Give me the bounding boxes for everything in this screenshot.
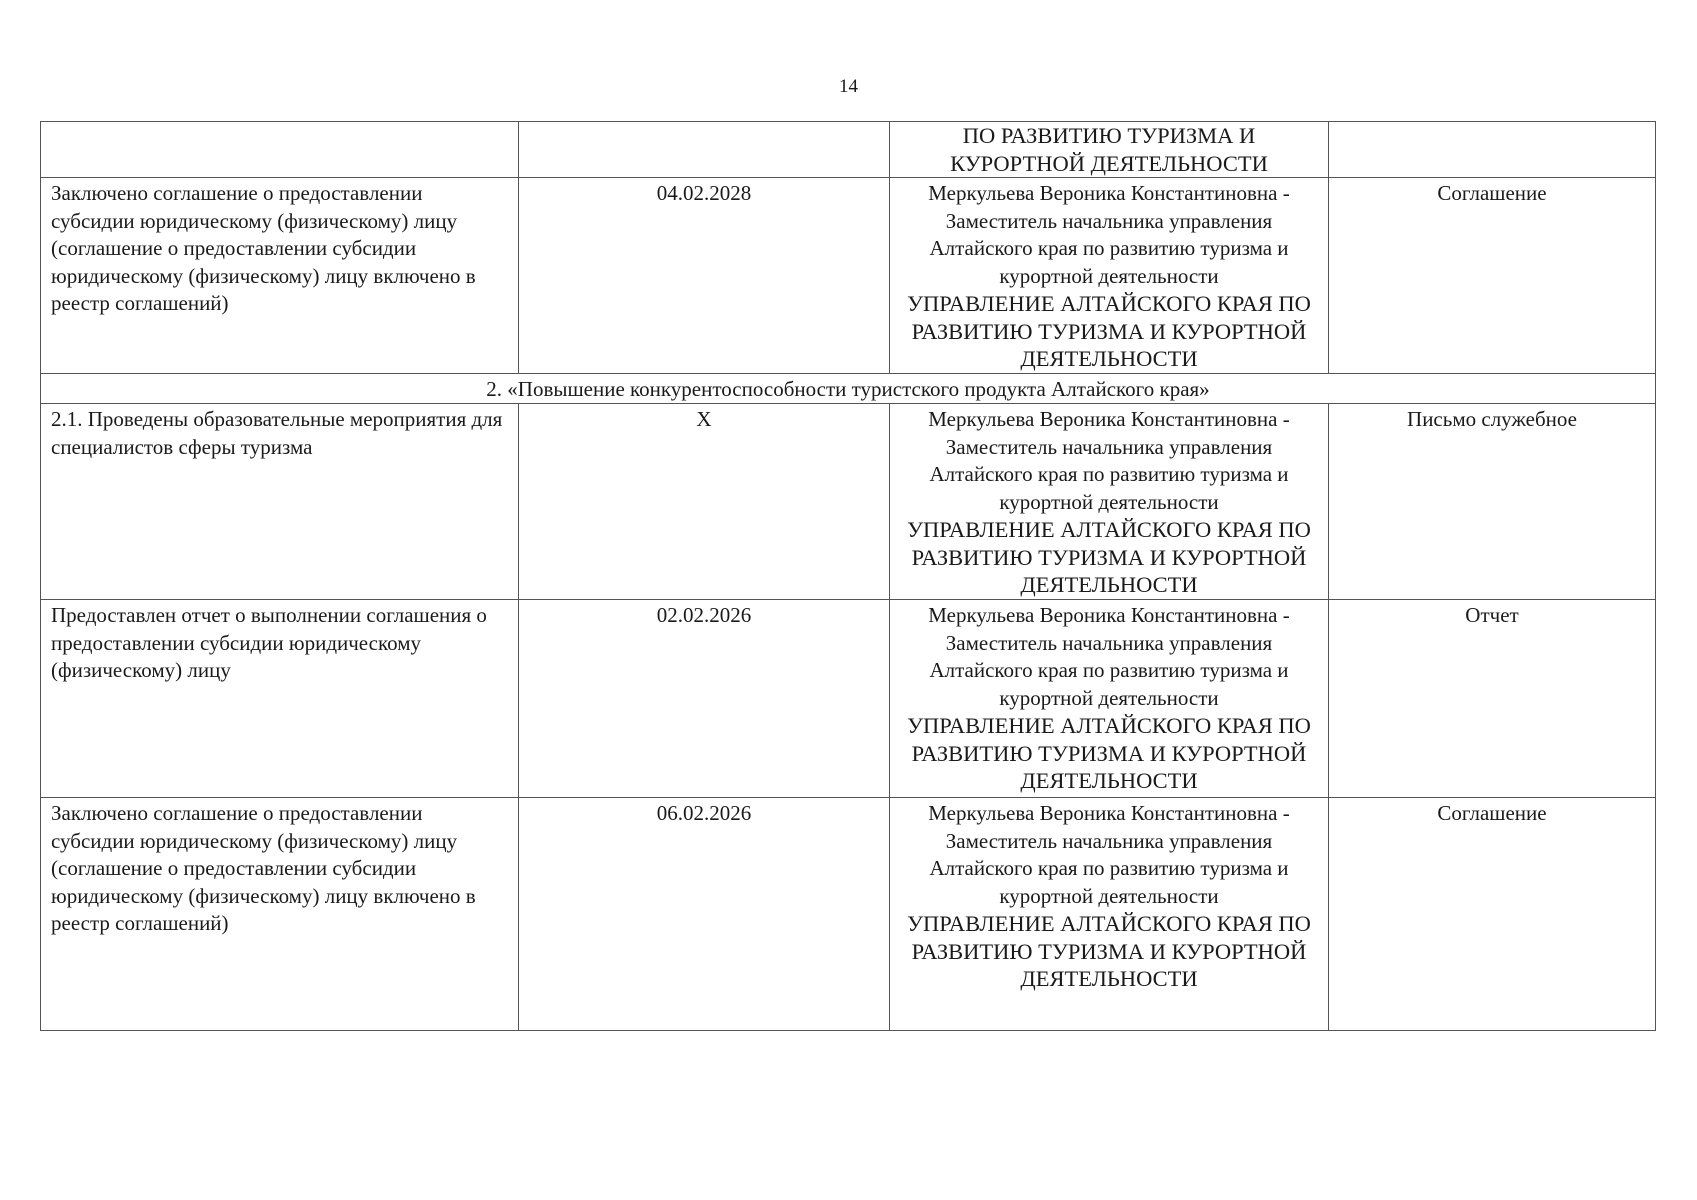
table-row [41,798,1656,1031]
row-document-type [1329,122,1656,178]
table-row [41,404,1656,600]
row-responsible [890,798,1329,1031]
row-document-type: Соглашение [1329,178,1656,374]
responsible-organization: УПРАВЛЕНИЕ АЛТАЙСКОГО КРАЯ ПО РАЗВИТИЮ ТУРИЗМА И КУРОРТНОЙ ДЕЯТЕЛЬНОСТИ [907,291,1311,371]
row-date [519,122,890,178]
row-document-type: Письмо служебное [1329,404,1656,600]
table-row [41,122,1656,178]
page-number: 14 [839,76,858,97]
section-row [41,373,1656,404]
row-date: X [519,404,890,600]
row-date: 04.02.2028 [519,178,890,374]
row-description: Предоставлен отчет о выполнении соглашения о предоставлении субсидии юридическому (физическому) лицу [41,600,519,798]
row-description: 2.1. Проведены образовательные мероприятия для специалистов сферы туризма [41,404,519,600]
responsible-person: Меркульева Вероника Константиновна - Заместитель начальника управления Алтайского края по развитию туризма и курортной деятельности [928,801,1290,908]
row-responsible [890,178,1329,374]
row-description [41,122,519,178]
responsible-organization: УПРАВЛЕНИЕ АЛТАЙСКОГО КРАЯ ПО РАЗВИТИЮ ТУРИЗМА И КУРОРТНОЙ ДЕЯТЕЛЬНОСТИ [907,713,1311,793]
responsible-person: Меркульева Вероника Константиновна - Заместитель начальника управления Алтайского края по развитию туризма и курортной деятельности [928,407,1290,514]
row-description: Заключено соглашение о предоставлении субсидии юридическому (физическому) лицу (соглашение о предоставлении субсидии юридическому (физическому) лицу включено в реестр соглашений) [41,178,519,374]
responsible-person: Меркульева Вероника Константиновна - Заместитель начальника управления Алтайского края по развитию туризма и курортной деятельности [928,603,1290,710]
responsible-person: Меркульева Вероника Константиновна - Заместитель начальника управления Алтайского края по развитию туризма и курортной деятельности [928,181,1290,288]
responsible-organization: УПРАВЛЕНИЕ АЛТАЙСКОГО КРАЯ ПО РАЗВИТИЮ ТУРИЗМА И КУРОРТНОЙ ДЕЯТЕЛЬНОСТИ [907,911,1311,991]
row-date: 02.02.2026 [519,600,890,798]
row-document-type: Отчет [1329,600,1656,798]
row-description: Заключено соглашение о предоставлении субсидии юридическому (физическому) лицу (соглашение о предоставлении субсидии юридическому (физическому) лицу включено в реестр соглашений) [41,798,519,1031]
row-date: 06.02.2026 [519,798,890,1031]
responsible-organization: УПРАВЛЕНИЕ АЛТАЙСКОГО КРАЯ ПО РАЗВИТИЮ ТУРИЗМА И КУРОРТНОЙ ДЕЯТЕЛЬНОСТИ [907,517,1311,597]
row-responsible [890,122,1329,178]
plan-table [40,121,1656,1031]
row-document-type: Соглашение [1329,798,1656,1031]
row-responsible [890,404,1329,600]
table-row [41,600,1656,798]
table-row [41,178,1656,374]
section-title: 2. «Повышение конкурентоспособности туристского продукта Алтайского края» [41,373,1656,404]
row-responsible [890,600,1329,798]
responsible-organization: ПО РАЗВИТИЮ ТУРИЗМА И КУРОРТНОЙ ДЕЯТЕЛЬНОСТИ [950,123,1268,176]
